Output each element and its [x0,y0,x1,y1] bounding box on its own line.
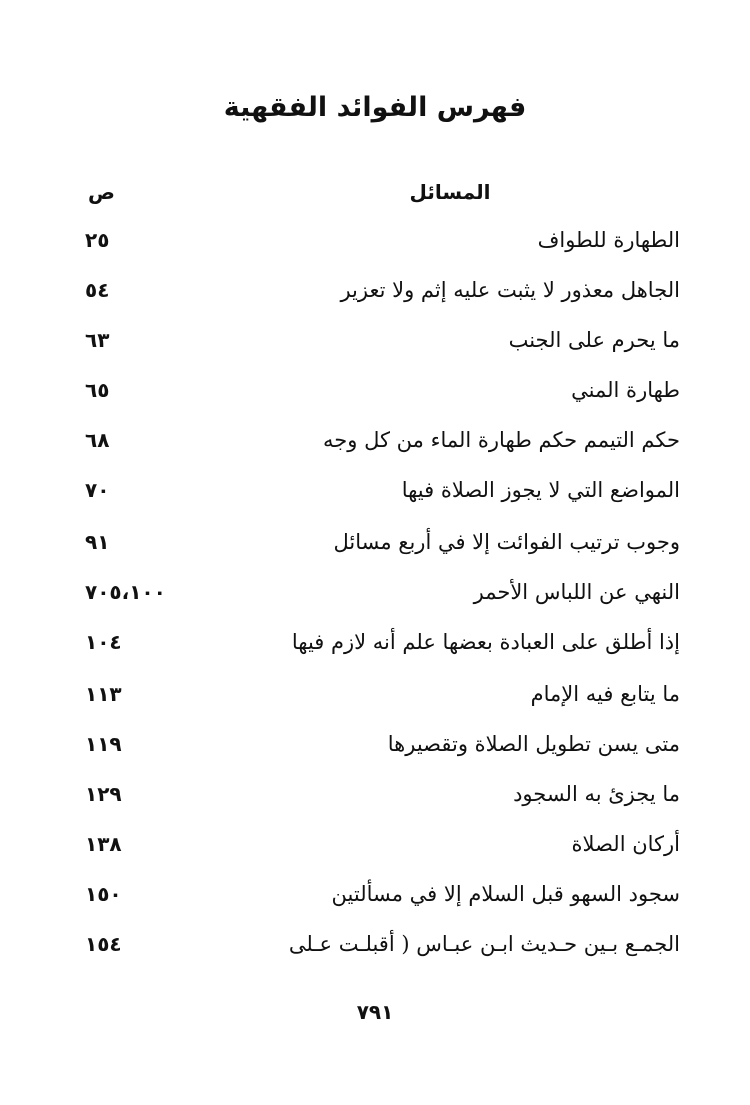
entry-page-number: ١٣٨ [85,832,122,856]
entry-page-number: ٦٣ [85,328,110,352]
index-entry [0,932,750,972]
index-entry [0,682,750,722]
index-entry [0,832,750,872]
index-entry [0,782,750,822]
index-entry [0,478,750,518]
entry-topic: ما يتابع فيه الإمام [530,682,680,706]
entry-topic: إذا أطلق على العبادة بعضها علم أنه لازم فيها [291,630,680,654]
entry-page-number: ١١٣ [85,682,122,706]
index-entry [0,278,750,318]
entry-topic: طهارة المني [571,378,680,402]
entry-page-number: ١٢٩ [85,782,122,806]
entry-topic: حكم التيمم حكم طهارة الماء من كل وجه [323,428,680,452]
entry-page-number: ٦٥ [85,378,110,402]
index-entry [0,378,750,418]
entry-topic: وجوب ترتيب الفوائت إلا في أربع مسائل [333,530,680,554]
entry-topic: الطهارة للطواف [537,228,680,252]
index-entry [0,732,750,772]
entry-page-number: ٧٠ [85,478,110,502]
entry-page-number: ١٥٤ [85,932,122,956]
index-entry [0,228,750,268]
entry-page-number: ١١٩ [85,732,122,756]
entry-topic: متى يسن تطويل الصلاة وتقصيرها [387,732,680,756]
entry-topic: الجاهل معذور لا يثبت عليه إثم ولا تعزير [340,278,680,302]
index-entry [0,580,750,620]
index-entry [0,630,750,670]
entry-topic: أركان الصلاة [571,832,680,856]
entry-page-number: ٦٨ [85,428,110,452]
entry-topic: سجود السهو قبل السلام إلا في مسألتين [331,882,680,906]
entry-page-number: ٥٤ [85,278,110,302]
index-entry [0,882,750,922]
entry-page-number: ١٥٠ [85,882,122,906]
topics-column-header: المسائل [409,180,491,204]
entry-page-number: ٧٠٥،١٠٠ [85,580,166,604]
entry-topic: ما يحرم على الجنب [508,328,680,352]
page-column-header: ص [88,180,115,204]
index-entry [0,530,750,570]
footer-page-number: ٧٩١ [356,1000,394,1024]
page-title: فهرس الفوائد الفقهية [223,92,527,123]
entry-page-number: ٢٥ [85,228,110,252]
index-entry [0,428,750,468]
column-header-row [0,180,750,220]
entry-page-number: ٩١ [85,530,110,554]
entry-topic: النهي عن اللباس الأحمر [473,580,680,604]
entry-page-number: ١٠٤ [85,630,122,654]
entry-topic: ما يجزئ به السجود [513,782,680,806]
entry-topic: المواضع التي لا يجوز الصلاة فيها [401,478,680,502]
entry-topic: الجمـع بـين حـديث ابـن عبـاس ( أقبلـت عـلى [288,932,680,956]
index-entry [0,328,750,368]
